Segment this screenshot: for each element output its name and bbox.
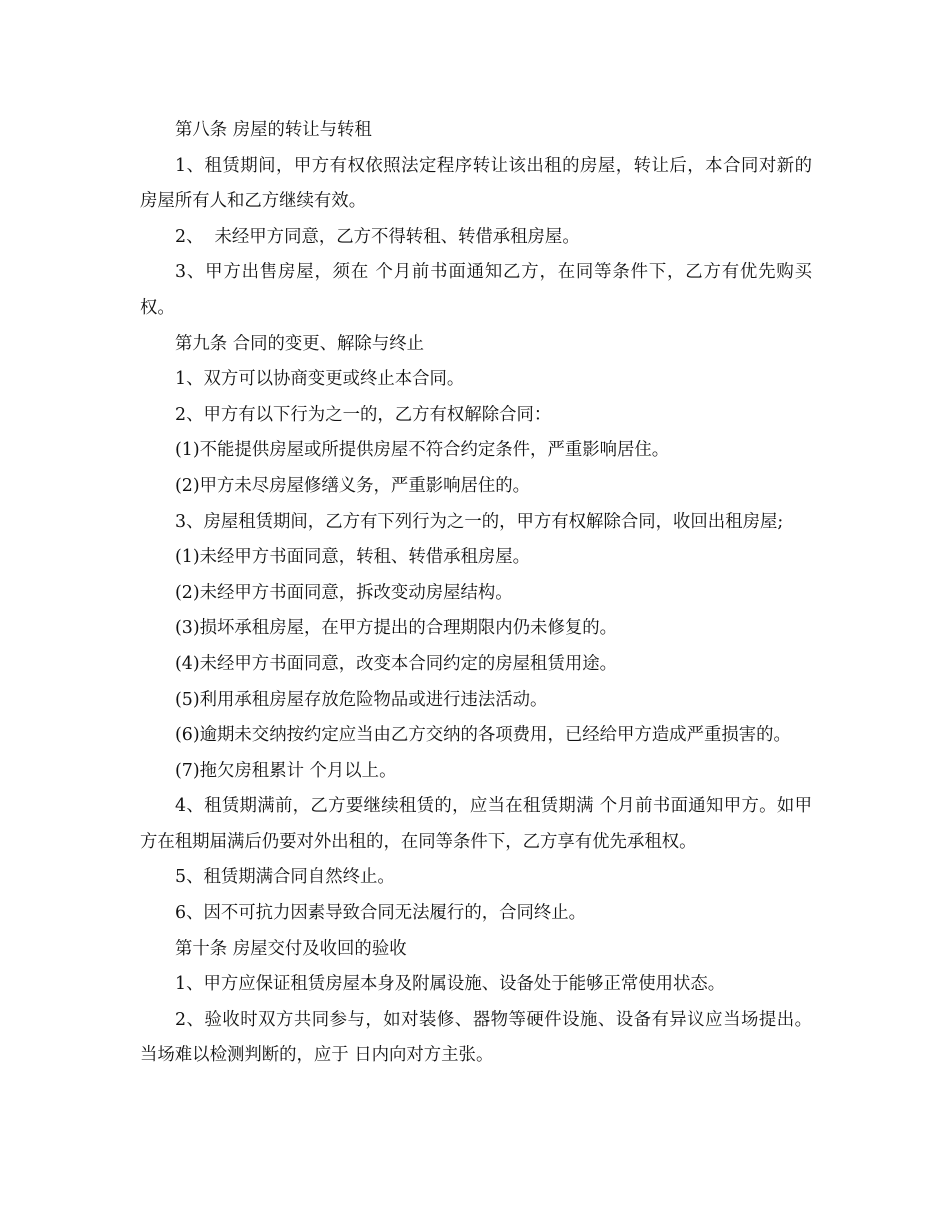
paragraph-9-3: 3、房屋租赁期间，乙方有下列行为之一的，甲方有权解除合同，收回出租房屋; [175, 511, 784, 532]
paragraph-9-3-item-2: (2)未经甲方书面同意，拆改变动房屋结构。 [175, 582, 513, 603]
paragraph-10-1: 1、甲方应保证租赁房屋本身及附属设施、设备处于能够正常使用状态。 [175, 974, 726, 995]
paragraph-9-5: 5、租赁期满合同自然终止。 [175, 867, 395, 888]
paragraph-9-2: 2、甲方有以下行为之一的，乙方有权解除合同： [175, 404, 552, 425]
paragraph-9-3-item-6: (6)逾期未交纳按约定应当由乙方交纳的各项费用，已经给甲方造成严重损害的。 [175, 725, 791, 746]
paragraph-9-4: 4、租赁期满前，乙方要继续租赁的，应当在租赁期满 个月前书面通知甲方。如甲方在租期届满后仍要对外出租的，在同等条件下，乙方享有优先承租权。 [140, 796, 812, 852]
article-9-heading: 第九条 合同的变更、解除与终止 [175, 333, 424, 354]
document-page [140, 113, 812, 1074]
paragraph-9-3-item-3: (3)损坏承租房屋，在甲方提出的合理期限内仍未修复的。 [175, 618, 618, 639]
paragraph-9-2-item-2: (2)甲方未尽房屋修缮义务，严重影响居住的。 [175, 475, 531, 496]
paragraph-9-3-item-7: (7)拖欠房租累计 个月以上。 [175, 760, 397, 781]
paragraph-9-6: 6、因不可抗力因素导致合同无法履行的，合同终止。 [175, 903, 587, 924]
paragraph-8-1: 1、租赁期间，甲方有权依照法定程序转让该出租的房屋，转让后，本合同对新的房屋所有人和乙方继续有效。 [140, 155, 812, 212]
paragraph-9-2-item-1: (1)不能提供房屋或所提供房屋不符合约定条件，严重影响居住。 [175, 440, 670, 461]
paragraph-9-1: 1、双方可以协商变更或终止本合同。 [175, 369, 465, 390]
paragraph-8-2: 2、 未经甲方同意，乙方不得转租、转借承租房屋。 [175, 226, 580, 247]
article-8-heading: 第八条 房屋的转让与转租 [175, 120, 372, 140]
article-10-heading: 第十条 房屋交付及收回的验收 [175, 938, 407, 959]
paragraph-9-3-item-1: (1)未经甲方书面同意，转租、转借承租房屋。 [175, 547, 531, 568]
paragraph-10-2: 2、验收时双方共同参与，如对装修、器物等硬件设施、设备有异议应当场提出。当场难以检测判断的，应于 日内向对方主张。 [140, 1009, 812, 1066]
paragraph-9-3-item-5: (5)利用承租房屋存放危险物品或进行违法活动。 [175, 689, 548, 710]
paragraph-8-3: 3、甲方出售房屋，须在 个月前书面通知乙方，在同等条件下，乙方有优先购买权。 [140, 262, 812, 318]
paragraph-9-3-item-4: (4)未经甲方书面同意，改变本合同约定的房屋租赁用途。 [175, 653, 618, 674]
